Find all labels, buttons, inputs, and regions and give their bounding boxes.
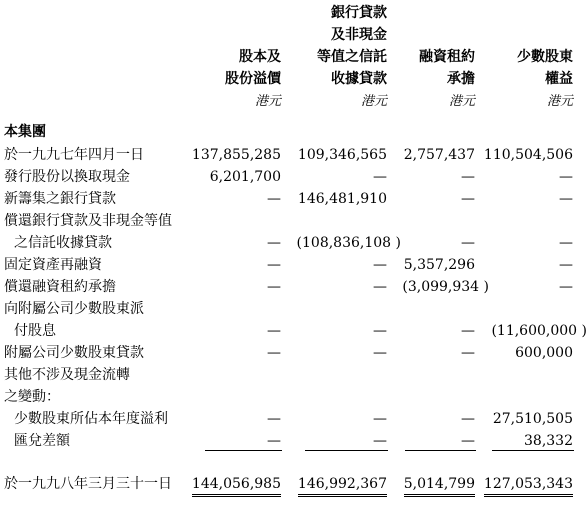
cell-value: — <box>267 411 281 427</box>
header-line: 銀行貸款 <box>331 5 387 21</box>
cell-value: — <box>267 433 281 449</box>
header-line: 股份溢價 <box>225 71 281 87</box>
cell-value: — <box>267 191 281 207</box>
cell-value: — <box>461 323 475 339</box>
subtotal-rule <box>305 450 388 451</box>
cell-value: — <box>559 191 573 207</box>
header-line: 及非現金 <box>331 27 387 43</box>
cell-value: — <box>559 169 573 185</box>
cell-value: — <box>267 279 281 295</box>
header-line: 等值之信託 <box>317 49 387 65</box>
total-label: 於一九九八年三月三十一日 <box>4 476 172 492</box>
cell-value: (3,099,934 ) <box>402 279 489 295</box>
unit-label: 港元 <box>448 94 475 109</box>
header-line: 承擔 <box>447 71 475 87</box>
header-line: 收據貸款 <box>331 71 387 87</box>
cell-value: — <box>373 257 387 273</box>
cell-value: — <box>267 345 281 361</box>
cell-value: 6,201,700 <box>209 169 281 185</box>
cell-value: — <box>373 323 387 339</box>
cell-value: — <box>461 345 475 361</box>
cell-value: — <box>461 411 475 427</box>
cell-value: — <box>267 323 281 339</box>
total-value: 146,992,367 <box>298 474 387 497</box>
cell-value: 2,757,437 <box>403 147 475 163</box>
header-line: 股本及 <box>239 49 281 65</box>
cell-value: (108,836,108 ) <box>296 235 401 251</box>
cell-value: 38,332 <box>524 433 573 449</box>
row-label: 償還融資租約承擔 <box>4 279 116 295</box>
cell-value: — <box>461 433 475 449</box>
row-label: 附屬公司少數股東貸款 <box>4 345 144 361</box>
row-label: 少數股東所佔本年度溢利 <box>14 411 168 427</box>
header-share-capital <box>225 46 281 90</box>
cell-value: 146,481,910 <box>297 191 387 207</box>
header-bank-loans <box>317 2 387 90</box>
cell-value: — <box>267 235 281 251</box>
row-label: 之變動： <box>4 389 60 405</box>
row-label: 向附屬公司少數股東派 <box>4 301 144 317</box>
row-label: 於一九九七年四月一日 <box>4 147 144 163</box>
cell-value: — <box>559 235 573 251</box>
cell-value: — <box>373 169 387 185</box>
cell-value: — <box>373 411 387 427</box>
row-label: 其他不涉及現金流轉 <box>4 367 130 383</box>
cell-value: 109,346,565 <box>297 147 387 163</box>
row-label: 之信託收據貸款 <box>14 235 112 251</box>
cell-value: — <box>559 279 573 295</box>
cell-value: (11,600,000 ) <box>491 323 587 339</box>
cell-value: 5,357,296 <box>403 257 475 273</box>
header-minority-interests <box>517 46 573 90</box>
total-value: 5,014,799 <box>404 474 475 497</box>
header-line: 融資租約 <box>419 49 475 65</box>
total-value: 144,056,985 <box>192 474 281 497</box>
cell-value: 110,504,506 <box>483 147 573 163</box>
section-title: 本集團 <box>4 124 46 140</box>
subtotal-rule <box>492 450 574 451</box>
subtotal-rule <box>205 450 282 451</box>
cell-value: — <box>267 257 281 273</box>
row-label: 償還銀行貸款及非現金等值 <box>4 213 172 229</box>
row-label: 發行股份以換取現金 <box>4 169 130 185</box>
unit-label: 港元 <box>546 94 573 109</box>
header-line: 少數股東 <box>517 49 573 65</box>
header-finance-lease <box>419 46 475 90</box>
cell-value: — <box>373 433 387 449</box>
row-label: 匯兌差額 <box>14 433 70 449</box>
cell-value: 27,510,505 <box>492 411 573 427</box>
cell-value: 600,000 <box>515 345 573 361</box>
unit-label: 港元 <box>254 94 281 109</box>
cell-value: — <box>373 345 387 361</box>
cell-value: — <box>373 279 387 295</box>
subtotal-rule <box>405 450 476 451</box>
cell-value: 137,855,285 <box>191 147 281 163</box>
unit-label: 港元 <box>360 94 387 109</box>
row-label: 付股息 <box>14 323 56 339</box>
cell-value: — <box>461 191 475 207</box>
total-value: 127,053,343 <box>484 474 573 497</box>
row-label: 新籌集之銀行貸款 <box>4 191 116 207</box>
cell-value: — <box>461 235 475 251</box>
row-label: 固定資產再融資 <box>4 257 102 273</box>
cell-value: — <box>559 257 573 273</box>
header-line: 權益 <box>545 71 573 87</box>
cell-value: — <box>461 169 475 185</box>
